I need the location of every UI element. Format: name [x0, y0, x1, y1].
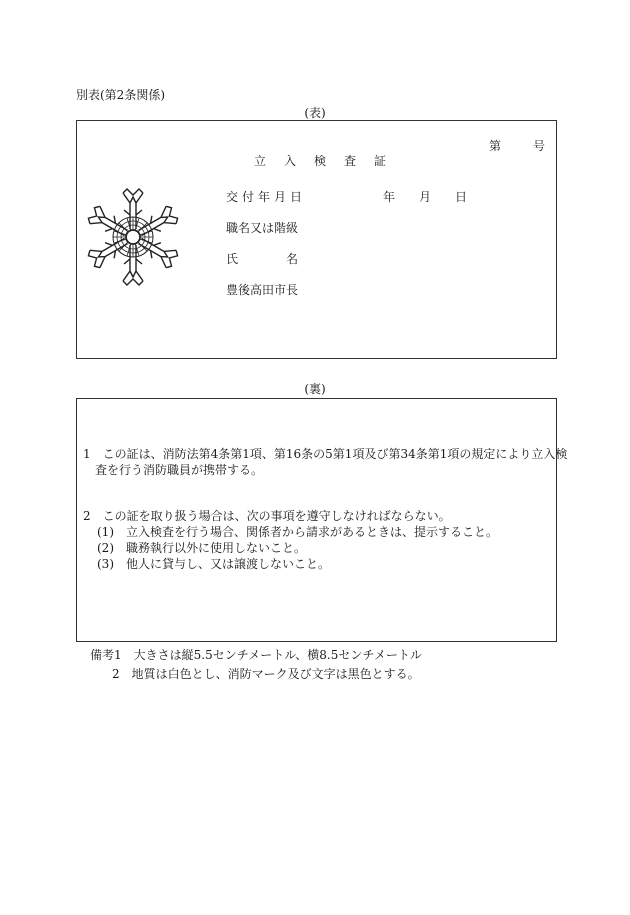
remarks-line-2: 2 地質は白色とし、消防マーク及び文字は黒色とする。 [112, 667, 420, 681]
back-sub-item-3: (3) 他人に貸与し、又は譲渡しないこと。 [97, 557, 330, 571]
label-char: 名 [286, 252, 299, 266]
label-char: 日 [290, 190, 303, 204]
back-sub-item-2: (2) 職務執行以外に使用しないこと。 [97, 541, 306, 555]
issuer-name: 豊後高田市長 [226, 283, 299, 297]
label-char: 氏 [226, 252, 239, 266]
date-day: 日 [455, 190, 468, 204]
title-char: 証 [374, 154, 387, 168]
title-char: 査 [344, 154, 357, 168]
number-go: 号 [533, 139, 546, 153]
fire-department-emblem-icon [86, 184, 180, 288]
title-char: 検 [314, 154, 327, 168]
label-char: 年 [258, 190, 271, 204]
back-side-label: (裏) [304, 382, 326, 396]
date-month: 月 [419, 190, 432, 204]
appendix-title: 別表(第2条関係) [76, 88, 165, 102]
certificate-back [76, 398, 568, 642]
back-sub-item-1: (1) 立入検査を行う場合、関係者から請求があるときは、提示すること。 [97, 525, 499, 539]
label-char: 交 [226, 190, 239, 204]
remarks-line-1: 備考1 大きさは縦5.5センチメートル、横8.5センチメートル [90, 648, 422, 662]
back-item-1-line-1: 1 この証は、消防法第4条第1項、第16条の5第1項及び第34条第1項の規定により立入検 [83, 447, 568, 461]
rank-label: 職名又は階級 [226, 221, 299, 235]
front-side-label: (表) [304, 106, 326, 120]
date-year: 年 [383, 190, 396, 204]
label-char: 付 [242, 190, 255, 204]
number-dai: 第 [489, 139, 502, 153]
title-char: 入 [284, 154, 297, 168]
back-item-1-line-2: 査を行う消防職員が携帯する。 [95, 463, 264, 477]
title-char: 立 [254, 154, 267, 168]
label-char: 月 [274, 190, 287, 204]
back-item-2-line-1: 2 この証を取り扱う場合は、次の事項を遵守しなければならない。 [83, 509, 451, 523]
